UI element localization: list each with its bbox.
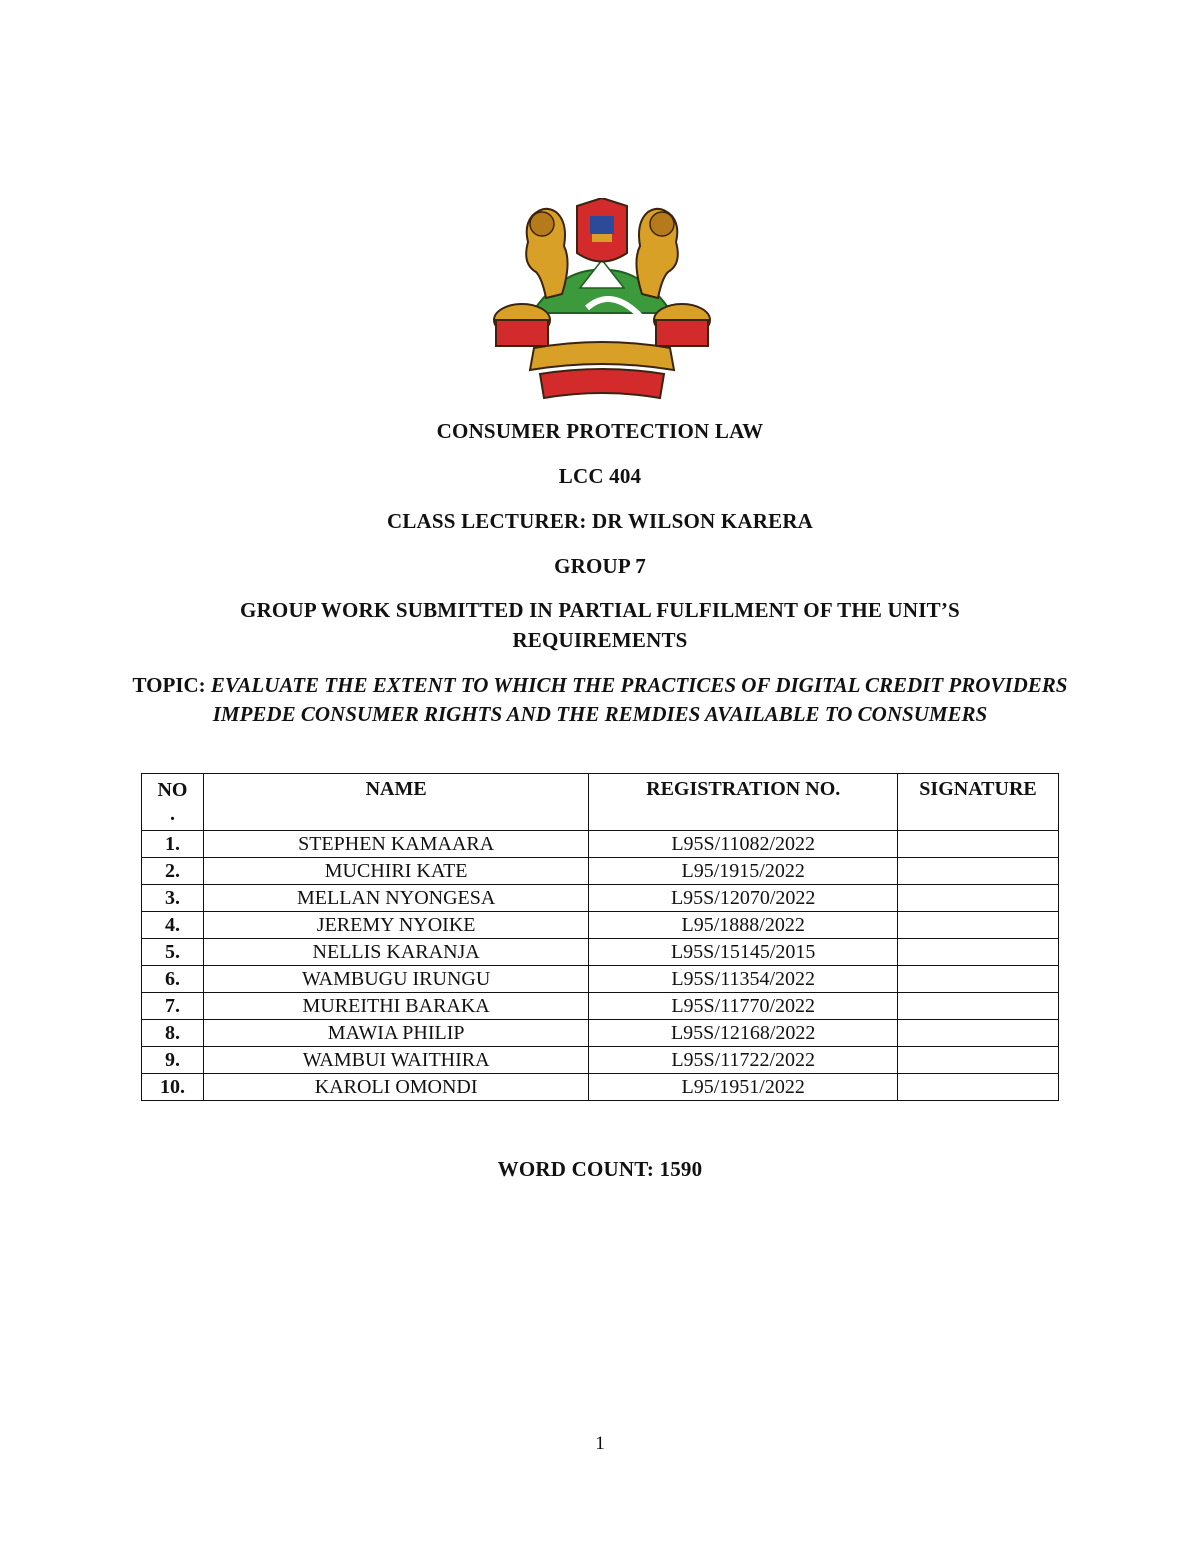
member-name: WAMBUGU IRUNGU	[203, 966, 588, 993]
table-row	[142, 1020, 1059, 1047]
signature-cell	[898, 858, 1059, 885]
header-signature: SIGNATURE	[898, 774, 1059, 831]
member-name: JEREMY NYOIKE	[203, 912, 588, 939]
registration-no: L95/1915/2022	[589, 858, 898, 885]
group-members-table	[141, 773, 1059, 1101]
row-number: 6.	[142, 966, 204, 993]
topic-statement	[130, 671, 1070, 729]
registration-no: L95S/15145/2015	[589, 939, 898, 966]
registration-no: L95S/12070/2022	[589, 885, 898, 912]
signature-cell	[898, 939, 1059, 966]
member-name: NELLIS KARANJA	[203, 939, 588, 966]
signature-cell	[898, 1074, 1059, 1101]
table-row	[142, 939, 1059, 966]
registration-no: L95S/12168/2022	[589, 1020, 898, 1047]
submission-statement-line1: GROUP WORK SUBMITTED IN PARTIAL FULFILMENT OF THE UNIT’S	[240, 598, 960, 622]
page-number: 1	[595, 1433, 605, 1454]
topic-label: TOPIC:	[132, 673, 211, 697]
row-number: 1.	[142, 831, 204, 858]
signature-cell	[898, 1020, 1059, 1047]
signature-cell	[898, 993, 1059, 1020]
signature-cell	[898, 885, 1059, 912]
header-name: NAME	[203, 774, 588, 831]
table-row	[142, 1047, 1059, 1074]
member-name: MAWIA PHILIP	[203, 1020, 588, 1047]
row-number: 9.	[142, 1047, 204, 1074]
header-no: NO .	[142, 774, 204, 831]
submission-statement-line2: REQUIREMENTS	[512, 628, 688, 652]
table-row	[142, 993, 1059, 1020]
signature-cell	[898, 912, 1059, 939]
registration-no: L95/1888/2022	[589, 912, 898, 939]
word-count: WORD COUNT: 1590	[497, 1157, 703, 1181]
table-row	[142, 912, 1059, 939]
course-title: CONSUMER PROTECTION LAW	[436, 419, 764, 443]
row-number: 4.	[142, 912, 204, 939]
header-registration: REGISTRATION NO.	[589, 774, 898, 831]
table-row	[142, 858, 1059, 885]
registration-no: L95S/11770/2022	[589, 993, 898, 1020]
table-row	[142, 831, 1059, 858]
signature-cell	[898, 1047, 1059, 1074]
registration-no: L95/1951/2022	[589, 1074, 898, 1101]
member-name: STEPHEN KAMAARA	[203, 831, 588, 858]
member-name: MUREITHI BARAKA	[203, 993, 588, 1020]
table-header-row	[142, 774, 1059, 831]
class-lecturer: CLASS LECTURER: DR WILSON KARERA	[386, 509, 814, 533]
member-name: WAMBUI WAITHIRA	[203, 1047, 588, 1074]
row-number: 8.	[142, 1020, 204, 1047]
registration-no: L95S/11722/2022	[589, 1047, 898, 1074]
table-row	[142, 966, 1059, 993]
kenyatta-university-crest-logo	[492, 198, 712, 404]
registration-no: L95S/11354/2022	[589, 966, 898, 993]
member-name: MUCHIRI KATE	[203, 858, 588, 885]
row-number: 7.	[142, 993, 204, 1020]
row-number: 2.	[142, 858, 204, 885]
table-row	[142, 1074, 1059, 1101]
course-code: LCC 404	[558, 464, 642, 488]
registration-no: L95S/11082/2022	[589, 831, 898, 858]
member-name: KAROLI OMONDI	[203, 1074, 588, 1101]
group-number: GROUP 7	[554, 554, 646, 578]
row-number: 3.	[142, 885, 204, 912]
table-row	[142, 885, 1059, 912]
topic-text: EVALUATE THE EXTENT TO WHICH THE PRACTICES OF DIGITAL CREDIT PROVIDERS IMPEDE CONSUMER RIGHTS AND THE REMDIES AVAILABLE TO CONSUMERS	[210, 673, 1068, 726]
signature-cell	[898, 966, 1059, 993]
row-number: 5.	[142, 939, 204, 966]
row-number: 10.	[142, 1074, 204, 1101]
member-name: MELLAN NYONGESA	[203, 885, 588, 912]
signature-cell	[898, 831, 1059, 858]
